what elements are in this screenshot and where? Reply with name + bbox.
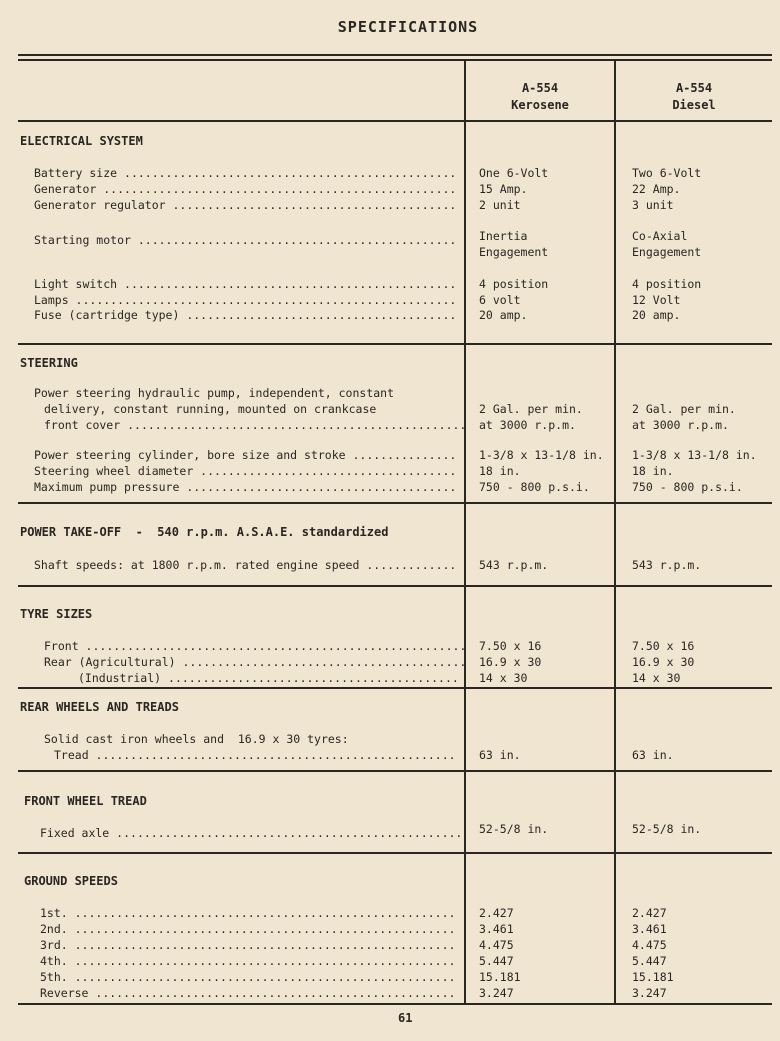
kerosene-value: 3.247 bbox=[479, 986, 514, 1000]
kerosene-value: 2 unit bbox=[479, 198, 521, 212]
section-rule bbox=[18, 687, 772, 689]
kerosene-value: Engagement bbox=[479, 245, 549, 259]
column-header-diesel bbox=[616, 80, 772, 114]
spec-label-line bbox=[0, 385, 780, 401]
spec-row bbox=[0, 165, 780, 181]
section-rule bbox=[18, 120, 772, 122]
kerosene-value: 3.461 bbox=[479, 922, 514, 936]
spec-row bbox=[0, 969, 780, 985]
spec-label: delivery, constant running, mounted on crankcase bbox=[44, 402, 377, 416]
section-rule bbox=[18, 502, 772, 504]
bottom-rule bbox=[18, 1003, 772, 1005]
top-rule bbox=[18, 54, 772, 56]
kerosene-value: 543 r.p.m. bbox=[479, 558, 549, 572]
kerosene-value: 20 amp. bbox=[479, 308, 528, 322]
diesel-value: 3.247 bbox=[632, 986, 667, 1000]
spec-row bbox=[0, 401, 780, 417]
spec-row bbox=[0, 447, 780, 463]
spec-row bbox=[0, 307, 780, 323]
diesel-value: 5.447 bbox=[632, 954, 667, 968]
spec-row bbox=[0, 654, 780, 670]
kerosene-value: 63 in. bbox=[479, 748, 521, 762]
diesel-value: at 3000 r.p.m. bbox=[632, 418, 729, 432]
diesel-value: 18 in. bbox=[632, 464, 674, 478]
spec-label: Fixed axle ..... bbox=[40, 825, 464, 841]
diesel-value: 4 position bbox=[632, 277, 702, 291]
section-heading: GROUND SPEEDS bbox=[24, 874, 118, 888]
spec-label: 3rd. ..... bbox=[40, 937, 458, 953]
spec-label: (Industrial) ..... bbox=[78, 670, 458, 686]
spec-label: 1st. ..... bbox=[40, 905, 458, 921]
column-header-kerosene bbox=[466, 80, 614, 114]
section-heading: STEERING bbox=[20, 356, 78, 370]
spec-label: 5th. ..... bbox=[40, 969, 458, 985]
diesel-value: 3.461 bbox=[632, 922, 667, 936]
spec-row-continuation bbox=[0, 244, 780, 260]
spec-row bbox=[0, 985, 780, 1001]
kerosene-value: 4.475 bbox=[479, 938, 514, 952]
spec-label: Fuse (cartridge type) ..... bbox=[34, 307, 458, 323]
spec-label: Battery size ..... bbox=[34, 165, 458, 181]
section-rule bbox=[18, 770, 772, 772]
spec-label: Reverse ..... bbox=[40, 985, 458, 1001]
diesel-value: 20 amp. bbox=[632, 308, 681, 322]
kerosene-value: 6 volt bbox=[479, 293, 521, 307]
section-heading: FRONT WHEEL TREAD bbox=[24, 794, 147, 808]
kerosene-value: 2 Gal. per min. bbox=[479, 402, 583, 416]
kerosene-value: 16.9 x 30 bbox=[479, 655, 542, 669]
spec-row bbox=[0, 292, 780, 308]
spec-row bbox=[0, 181, 780, 197]
section-rule bbox=[18, 585, 772, 587]
top-rule-2 bbox=[18, 59, 772, 61]
kerosene-value: 1-3/8 x 13-1/8 in. bbox=[479, 448, 604, 462]
spec-row bbox=[0, 197, 780, 213]
spec-label: Generator regulator ..... bbox=[34, 197, 458, 213]
page-number: 61 bbox=[398, 1011, 413, 1025]
spec-row bbox=[0, 276, 780, 292]
diesel-value: 1-3/8 x 13-1/8 in. bbox=[632, 448, 757, 462]
kerosene-value: 4 position bbox=[479, 277, 549, 291]
spec-row bbox=[0, 557, 780, 573]
kerosene-value: 15.181 bbox=[479, 970, 521, 984]
spec-label: Lamps ..... bbox=[34, 292, 458, 308]
diesel-value: 63 in. bbox=[632, 748, 674, 762]
spec-label: 4th. ..... bbox=[40, 953, 458, 969]
spec-label: Light switch ..... bbox=[34, 276, 458, 292]
diesel-value: 7.50 x 16 bbox=[632, 639, 695, 653]
diesel-value: 2 Gal. per min. bbox=[632, 402, 736, 416]
spec-label: Solid cast iron wheels and 16.9 x 30 tyres: bbox=[44, 732, 349, 746]
spec-label: Rear (Agricultural) ..... bbox=[44, 654, 468, 670]
spec-row bbox=[0, 228, 780, 247]
diesel-value: 3 unit bbox=[632, 198, 674, 212]
spec-row bbox=[0, 463, 780, 479]
diesel-value: 16.9 x 30 bbox=[632, 655, 695, 669]
section-heading: POWER TAKE-OFF - 540 r.p.m. A.S.A.E. standardized bbox=[20, 525, 389, 539]
diesel-value: 12 Volt bbox=[632, 293, 681, 307]
diesel-value: 2.427 bbox=[632, 906, 667, 920]
spec-label: Maximum pump pressure ..... bbox=[34, 479, 458, 495]
kerosene-value: 5.447 bbox=[479, 954, 514, 968]
kerosene-value: Inertia bbox=[479, 229, 528, 243]
kerosene-value: 14 x 30 bbox=[479, 671, 528, 685]
model: A-554 bbox=[521, 81, 559, 95]
diesel-value: 22 Amp. bbox=[632, 182, 681, 196]
fuel-type: Kerosene bbox=[511, 98, 569, 112]
kerosene-value: 750 - 800 p.s.i. bbox=[479, 480, 590, 494]
spec-row bbox=[0, 953, 780, 969]
diesel-value: Engagement bbox=[632, 245, 702, 259]
kerosene-value: 15 Amp. bbox=[479, 182, 528, 196]
spec-row bbox=[0, 479, 780, 495]
diesel-value: 14 x 30 bbox=[632, 671, 681, 685]
diesel-value: 4.475 bbox=[632, 938, 667, 952]
spec-row bbox=[0, 417, 780, 433]
section-heading: ELECTRICAL SYSTEM bbox=[20, 134, 143, 148]
spec-row bbox=[0, 822, 780, 841]
spec-label: Power steering cylinder, bore size and stroke ..... bbox=[34, 447, 458, 463]
kerosene-value: 7.50 x 16 bbox=[479, 639, 542, 653]
diesel-value: 52-5/8 in. bbox=[632, 822, 702, 836]
spec-label: Front ..... bbox=[44, 638, 468, 654]
spec-label: Shaft speeds: at 1800 r.p.m. rated engine speed ..... bbox=[34, 557, 458, 573]
diesel-value: 15.181 bbox=[632, 970, 674, 984]
page-title: SPECIFICATIONS bbox=[337, 18, 479, 36]
diesel-value: 750 - 800 p.s.i. bbox=[632, 480, 743, 494]
spec-label: Tread ..... bbox=[54, 747, 458, 763]
spec-label: front cover ..... bbox=[44, 417, 468, 433]
spec-label: Starting motor ..... bbox=[34, 232, 458, 248]
diesel-value: 543 r.p.m. bbox=[632, 558, 702, 572]
spec-label: Power steering hydraulic pump, independent, constant bbox=[34, 386, 395, 400]
spec-label: 2nd. ..... bbox=[40, 921, 458, 937]
spec-row bbox=[0, 921, 780, 937]
kerosene-value: One 6-Volt bbox=[479, 166, 549, 180]
spec-row bbox=[0, 638, 780, 654]
spec-row bbox=[0, 747, 780, 763]
spec-row bbox=[0, 905, 780, 921]
kerosene-value: 18 in. bbox=[479, 464, 521, 478]
section-heading: REAR WHEELS AND TREADS bbox=[20, 700, 179, 714]
diesel-value: Co-Axial bbox=[632, 229, 688, 243]
section-rule bbox=[18, 852, 772, 854]
spec-row bbox=[0, 670, 780, 686]
spec-label-line bbox=[0, 731, 780, 747]
kerosene-value: 52-5/8 in. bbox=[479, 822, 549, 836]
spec-row bbox=[0, 937, 780, 953]
fuel-type: Diesel bbox=[672, 98, 716, 112]
diesel-value: Two 6-Volt bbox=[632, 166, 702, 180]
spec-label: Generator ..... bbox=[34, 181, 458, 197]
kerosene-value: at 3000 r.p.m. bbox=[479, 418, 576, 432]
kerosene-value: 2.427 bbox=[479, 906, 514, 920]
spec-label: Steering wheel diameter ..... bbox=[34, 463, 458, 479]
section-heading: TYRE SIZES bbox=[20, 607, 93, 621]
model: A-554 bbox=[675, 81, 713, 95]
section-rule bbox=[18, 343, 772, 345]
